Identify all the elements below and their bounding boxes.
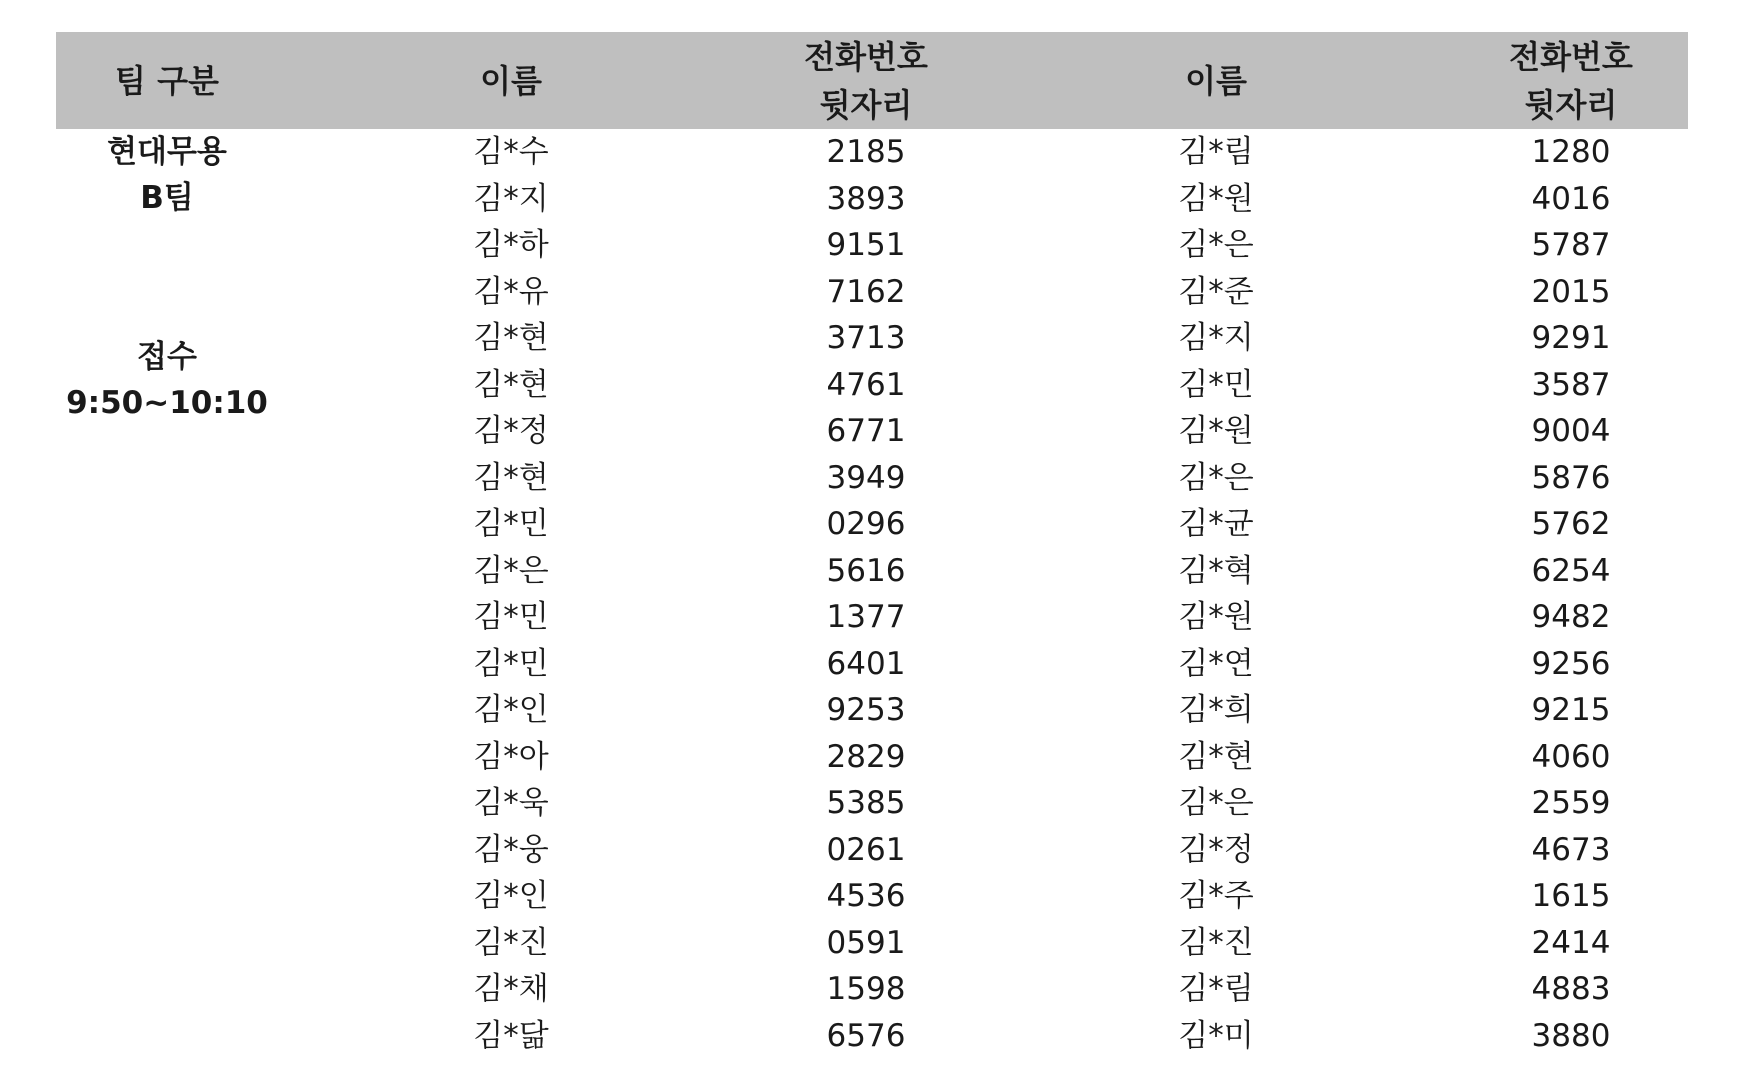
name-2-cell: 김*진: [1178, 924, 1254, 961]
name-2-cell: 김*은: [1178, 785, 1254, 821]
name-1-cell: 김*닮: [473, 1017, 549, 1054]
header-phone-1-line2: 뒷자리: [819, 85, 913, 124]
name-1-cell: 김*웅: [473, 831, 549, 868]
table-header: [56, 32, 1688, 129]
phone-1-cell: 3893: [826, 180, 906, 217]
name-2-cell: 김*원: [1178, 180, 1254, 217]
table-row: [56, 408, 1688, 455]
name-1-cell: 김*민: [473, 506, 549, 542]
reception-time: 9:50~10:10: [66, 385, 268, 421]
phone-1-cell: 1598: [826, 971, 906, 1007]
name-2-cell: 김*연: [1178, 645, 1254, 682]
phone-1-cell: 6401: [826, 645, 906, 682]
header-name-1: [361, 32, 661, 129]
header-name-2-label: 이름: [1185, 61, 1247, 100]
table-row: [56, 687, 1688, 734]
name-2-cell: 김*원: [1178, 599, 1254, 635]
phone-2-cell: 9482: [1531, 599, 1611, 635]
table-row: [56, 1013, 1688, 1060]
name-2-cell: 김*림: [1178, 971, 1254, 1007]
table-row: [56, 734, 1688, 781]
name-2-cell: 김*은: [1178, 227, 1254, 263]
phone-2-cell: 4016: [1531, 180, 1611, 217]
phone-2-cell: 4060: [1531, 738, 1611, 775]
phone-1-cell: 2829: [826, 738, 906, 775]
phone-2-cell: 3880: [1531, 1017, 1611, 1054]
phone-1-cell: 0296: [826, 506, 906, 542]
name-1-cell: 김*채: [473, 971, 549, 1007]
roster-table: [56, 32, 1688, 1089]
phone-1-cell: 3949: [826, 459, 906, 496]
name-1-cell: 김*현: [473, 459, 549, 496]
header-team-label: 팀 구분: [115, 61, 219, 100]
table-row: [56, 222, 1688, 269]
name-1-cell: 김*현: [473, 366, 549, 403]
phone-2-cell: 3587: [1531, 366, 1611, 403]
header-team: [56, 32, 278, 129]
phone-1-cell: 4536: [826, 878, 906, 914]
phone-1-cell: 5616: [826, 552, 906, 589]
name-2-cell: 김*주: [1178, 878, 1254, 914]
name-2-cell: 김*정: [1178, 831, 1254, 868]
phone-2-cell: 1280: [1531, 134, 1611, 170]
table-row: [56, 920, 1688, 967]
table-body: [56, 129, 1688, 1089]
phone-1-cell: 4761: [826, 366, 906, 403]
name-2-cell: 김*원: [1178, 413, 1254, 449]
header-phone-2-line2: 뒷자리: [1524, 85, 1618, 124]
header-phone-2-line1: 전화번호: [1509, 37, 1633, 76]
name-2-cell: 김*현: [1178, 738, 1254, 775]
name-2-cell: 김*민: [1178, 366, 1254, 403]
name-1-cell: 김*민: [473, 645, 549, 682]
phone-2-cell: 5876: [1531, 459, 1611, 496]
phone-1-cell: 0591: [826, 924, 906, 961]
phone-2-cell: 9256: [1531, 645, 1611, 682]
name-2-cell: 김*희: [1178, 692, 1254, 728]
phone-2-cell: 9004: [1531, 413, 1611, 449]
header-name-1-label: 이름: [480, 61, 542, 100]
phone-2-cell: 5787: [1531, 227, 1611, 263]
name-1-cell: 김*민: [473, 599, 549, 635]
phone-2-cell: 9291: [1531, 320, 1611, 356]
table-row: [56, 362, 1688, 409]
name-1-cell: 김*인: [473, 692, 549, 728]
phone-1-cell: 9151: [826, 227, 906, 263]
phone-2-cell: 2015: [1531, 273, 1611, 310]
name-1-cell: 김*수: [473, 134, 549, 170]
name-1-cell: 김*현: [473, 320, 549, 356]
name-2-cell: 김*림: [1178, 134, 1254, 170]
team-name-line1: 현대무용: [107, 134, 227, 170]
name-1-cell: 김*욱: [473, 785, 549, 821]
phone-1-cell: 9253: [826, 692, 906, 728]
table-row: [56, 129, 1688, 176]
name-2-cell: 김*혁: [1178, 552, 1254, 589]
name-1-cell: 김*진: [473, 924, 549, 961]
table-row: [56, 966, 1688, 1013]
phone-1-cell: 2185: [826, 134, 906, 170]
phone-2-cell: 2559: [1531, 785, 1611, 821]
header-name-2: [1066, 32, 1366, 129]
header-phone-1: [676, 32, 1056, 129]
name-1-cell: 김*지: [473, 180, 549, 217]
phone-2-cell: 4673: [1531, 831, 1611, 868]
header-phone-1-line1: 전화번호: [804, 37, 928, 76]
table-row: [56, 548, 1688, 595]
table-row: [56, 873, 1688, 920]
phone-2-cell: 5762: [1531, 506, 1611, 542]
phone-1-cell: 0261: [826, 831, 906, 868]
phone-2-cell: 4883: [1531, 971, 1611, 1007]
table-row: [56, 641, 1688, 688]
table-row: [56, 780, 1688, 827]
table-row: [56, 455, 1688, 502]
table-row: [56, 594, 1688, 641]
phone-1-cell: 6576: [826, 1017, 906, 1054]
name-1-cell: 김*아: [473, 738, 549, 775]
name-2-cell: 김*균: [1178, 506, 1254, 542]
team-name-line2: B팀: [140, 180, 194, 216]
phone-2-cell: 2414: [1531, 924, 1611, 961]
phone-1-cell: 6771: [826, 413, 906, 449]
name-1-cell: 김*정: [473, 413, 549, 449]
phone-1-cell: 7162: [826, 273, 906, 310]
table-row: [56, 176, 1688, 223]
name-1-cell: 김*은: [473, 552, 549, 589]
phone-2-cell: 1615: [1531, 878, 1611, 914]
phone-2-cell: 6254: [1531, 552, 1611, 589]
reception-label: 접수: [137, 339, 197, 375]
table-rows: [56, 129, 1688, 1059]
phone-1-cell: 1377: [826, 599, 906, 635]
name-2-cell: 김*미: [1178, 1017, 1254, 1054]
phone-1-cell: 3713: [826, 320, 906, 356]
table-row: [56, 315, 1688, 362]
phone-1-cell: 5385: [826, 785, 906, 821]
table-row: [56, 269, 1688, 316]
phone-2-cell: 9215: [1531, 692, 1611, 728]
name-1-cell: 김*유: [473, 273, 549, 310]
name-1-cell: 김*하: [473, 227, 549, 263]
name-1-cell: 김*인: [473, 878, 549, 914]
name-2-cell: 김*은: [1178, 459, 1254, 496]
table-row: [56, 827, 1688, 874]
name-2-cell: 김*준: [1178, 273, 1254, 310]
table-row: [56, 501, 1688, 548]
name-2-cell: 김*지: [1178, 320, 1254, 356]
header-phone-2: [1381, 32, 1738, 129]
